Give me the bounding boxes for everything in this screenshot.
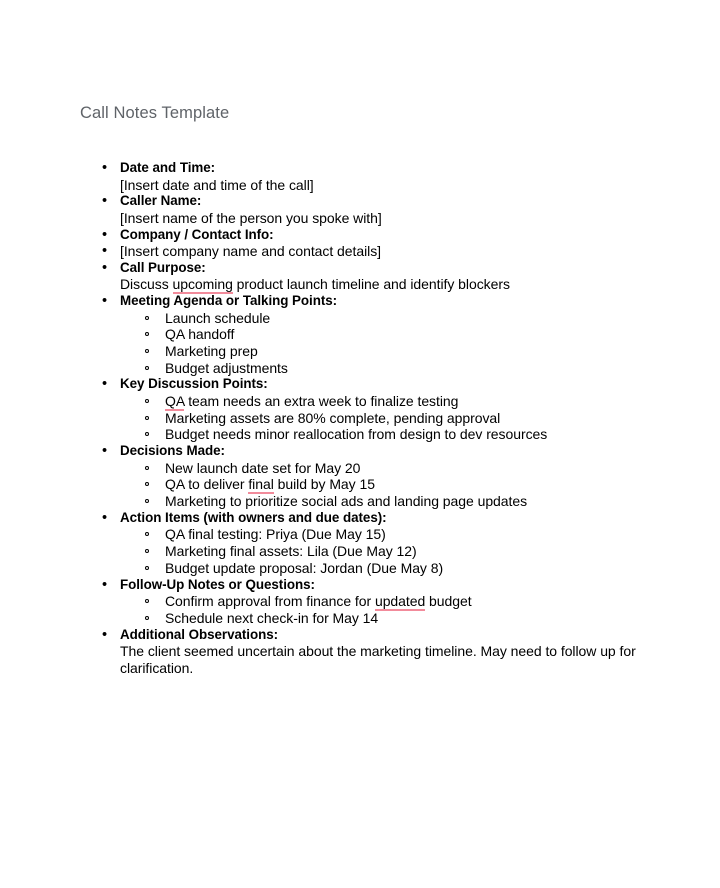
section-heading: • Decisions Made: <box>120 443 225 459</box>
sub-list-item <box>120 343 655 360</box>
sub-list-item <box>120 526 655 543</box>
section-heading: • Caller Name: <box>120 193 202 209</box>
sub-list-item <box>120 393 655 410</box>
sub-list-item <box>120 476 655 493</box>
outline-section <box>80 193 655 226</box>
text-run: QA final testing: Priya (Due May 15) <box>165 526 386 543</box>
text-run: Discuss <box>120 276 173 293</box>
text-run: New launch date set for May 20 <box>165 459 361 476</box>
sub-list-item <box>120 326 655 343</box>
section-heading: • Company / Contact Info: <box>120 226 274 242</box>
text-run: Marketing assets are 80% complete, pending approval <box>165 409 501 426</box>
misspelled-word: upcoming <box>172 276 233 293</box>
outline-section <box>80 260 655 293</box>
text-run: Schedule next check-in for May 14 <box>165 609 379 626</box>
section-body-text: The client seemed uncertain about the marketing timeline. May need to follow up for clarification. <box>120 643 636 676</box>
outline-section <box>80 627 655 677</box>
section-heading: • Meeting Agenda or Talking Points: <box>120 293 338 309</box>
section-heading: • Call Purpose: <box>120 259 206 275</box>
section-heading: • Date and Time: <box>120 160 216 175</box>
text-run: Budget adjustments <box>165 359 288 376</box>
outline-section <box>80 510 655 577</box>
text-run: Budget needs minor reallocation from design to dev resources <box>165 426 548 443</box>
text-run: Marketing final assets: Lila (Due May 12) <box>165 543 417 560</box>
sub-list-item <box>120 493 655 510</box>
text-run: build by May 15 <box>273 476 375 493</box>
sub-list <box>120 393 655 443</box>
sub-list-item <box>120 426 655 443</box>
outline-section <box>80 160 655 193</box>
sub-list <box>120 593 655 626</box>
sub-list <box>120 460 655 510</box>
text-run: product launch timeline and identify blockers <box>232 276 510 293</box>
text-run: QA to deliver <box>165 476 249 493</box>
sub-list-item <box>120 310 655 327</box>
section-heading: • Additional Observations: <box>120 626 279 642</box>
section-body-text: [Insert date and time of the call] <box>120 176 314 193</box>
outline-section <box>80 376 655 443</box>
sub-list-item <box>120 360 655 377</box>
misspelled-word: updated <box>374 593 426 610</box>
section-body-text <box>120 276 655 293</box>
misspelled-word: QA <box>165 393 185 410</box>
section-heading: • Action Items (with owners and due dates): <box>120 509 387 525</box>
sub-list-item <box>120 560 655 577</box>
sub-list-item <box>120 593 655 610</box>
page-title: Call Notes Template <box>80 104 230 122</box>
outline-section <box>80 577 655 627</box>
outline-section <box>80 227 655 244</box>
misspelled-word: final <box>248 476 274 493</box>
section-body-text: [Insert name of the person you spoke with] <box>120 209 382 226</box>
text-run: Confirm approval from finance for <box>165 593 375 610</box>
sub-list-item <box>120 610 655 627</box>
text-run: Budget update proposal: Jordan (Due May 8) <box>165 559 444 576</box>
notes-outline-list <box>80 160 655 677</box>
list-item-text: • [Insert company name and contact details] <box>120 243 381 260</box>
sub-list-item <box>120 410 655 427</box>
section-heading: • Key Discussion Points: <box>120 376 268 392</box>
text-run: budget <box>425 593 472 610</box>
document-body <box>80 160 655 677</box>
sub-list-item <box>120 543 655 560</box>
text-run: Marketing prep <box>165 343 258 360</box>
sub-list <box>120 526 655 576</box>
outline-section <box>80 293 655 376</box>
text-run: Launch schedule <box>165 309 271 326</box>
list-item <box>80 243 655 260</box>
text-run: Marketing to prioritize social ads and landing page updates <box>165 493 528 510</box>
sub-list <box>120 310 655 377</box>
section-heading: • Follow-Up Notes or Questions: <box>120 576 315 592</box>
outline-section <box>80 443 655 510</box>
sub-list-item <box>120 460 655 477</box>
text-run: team needs an extra week to finalize testing <box>184 393 459 410</box>
text-run: QA handoff <box>165 326 235 343</box>
